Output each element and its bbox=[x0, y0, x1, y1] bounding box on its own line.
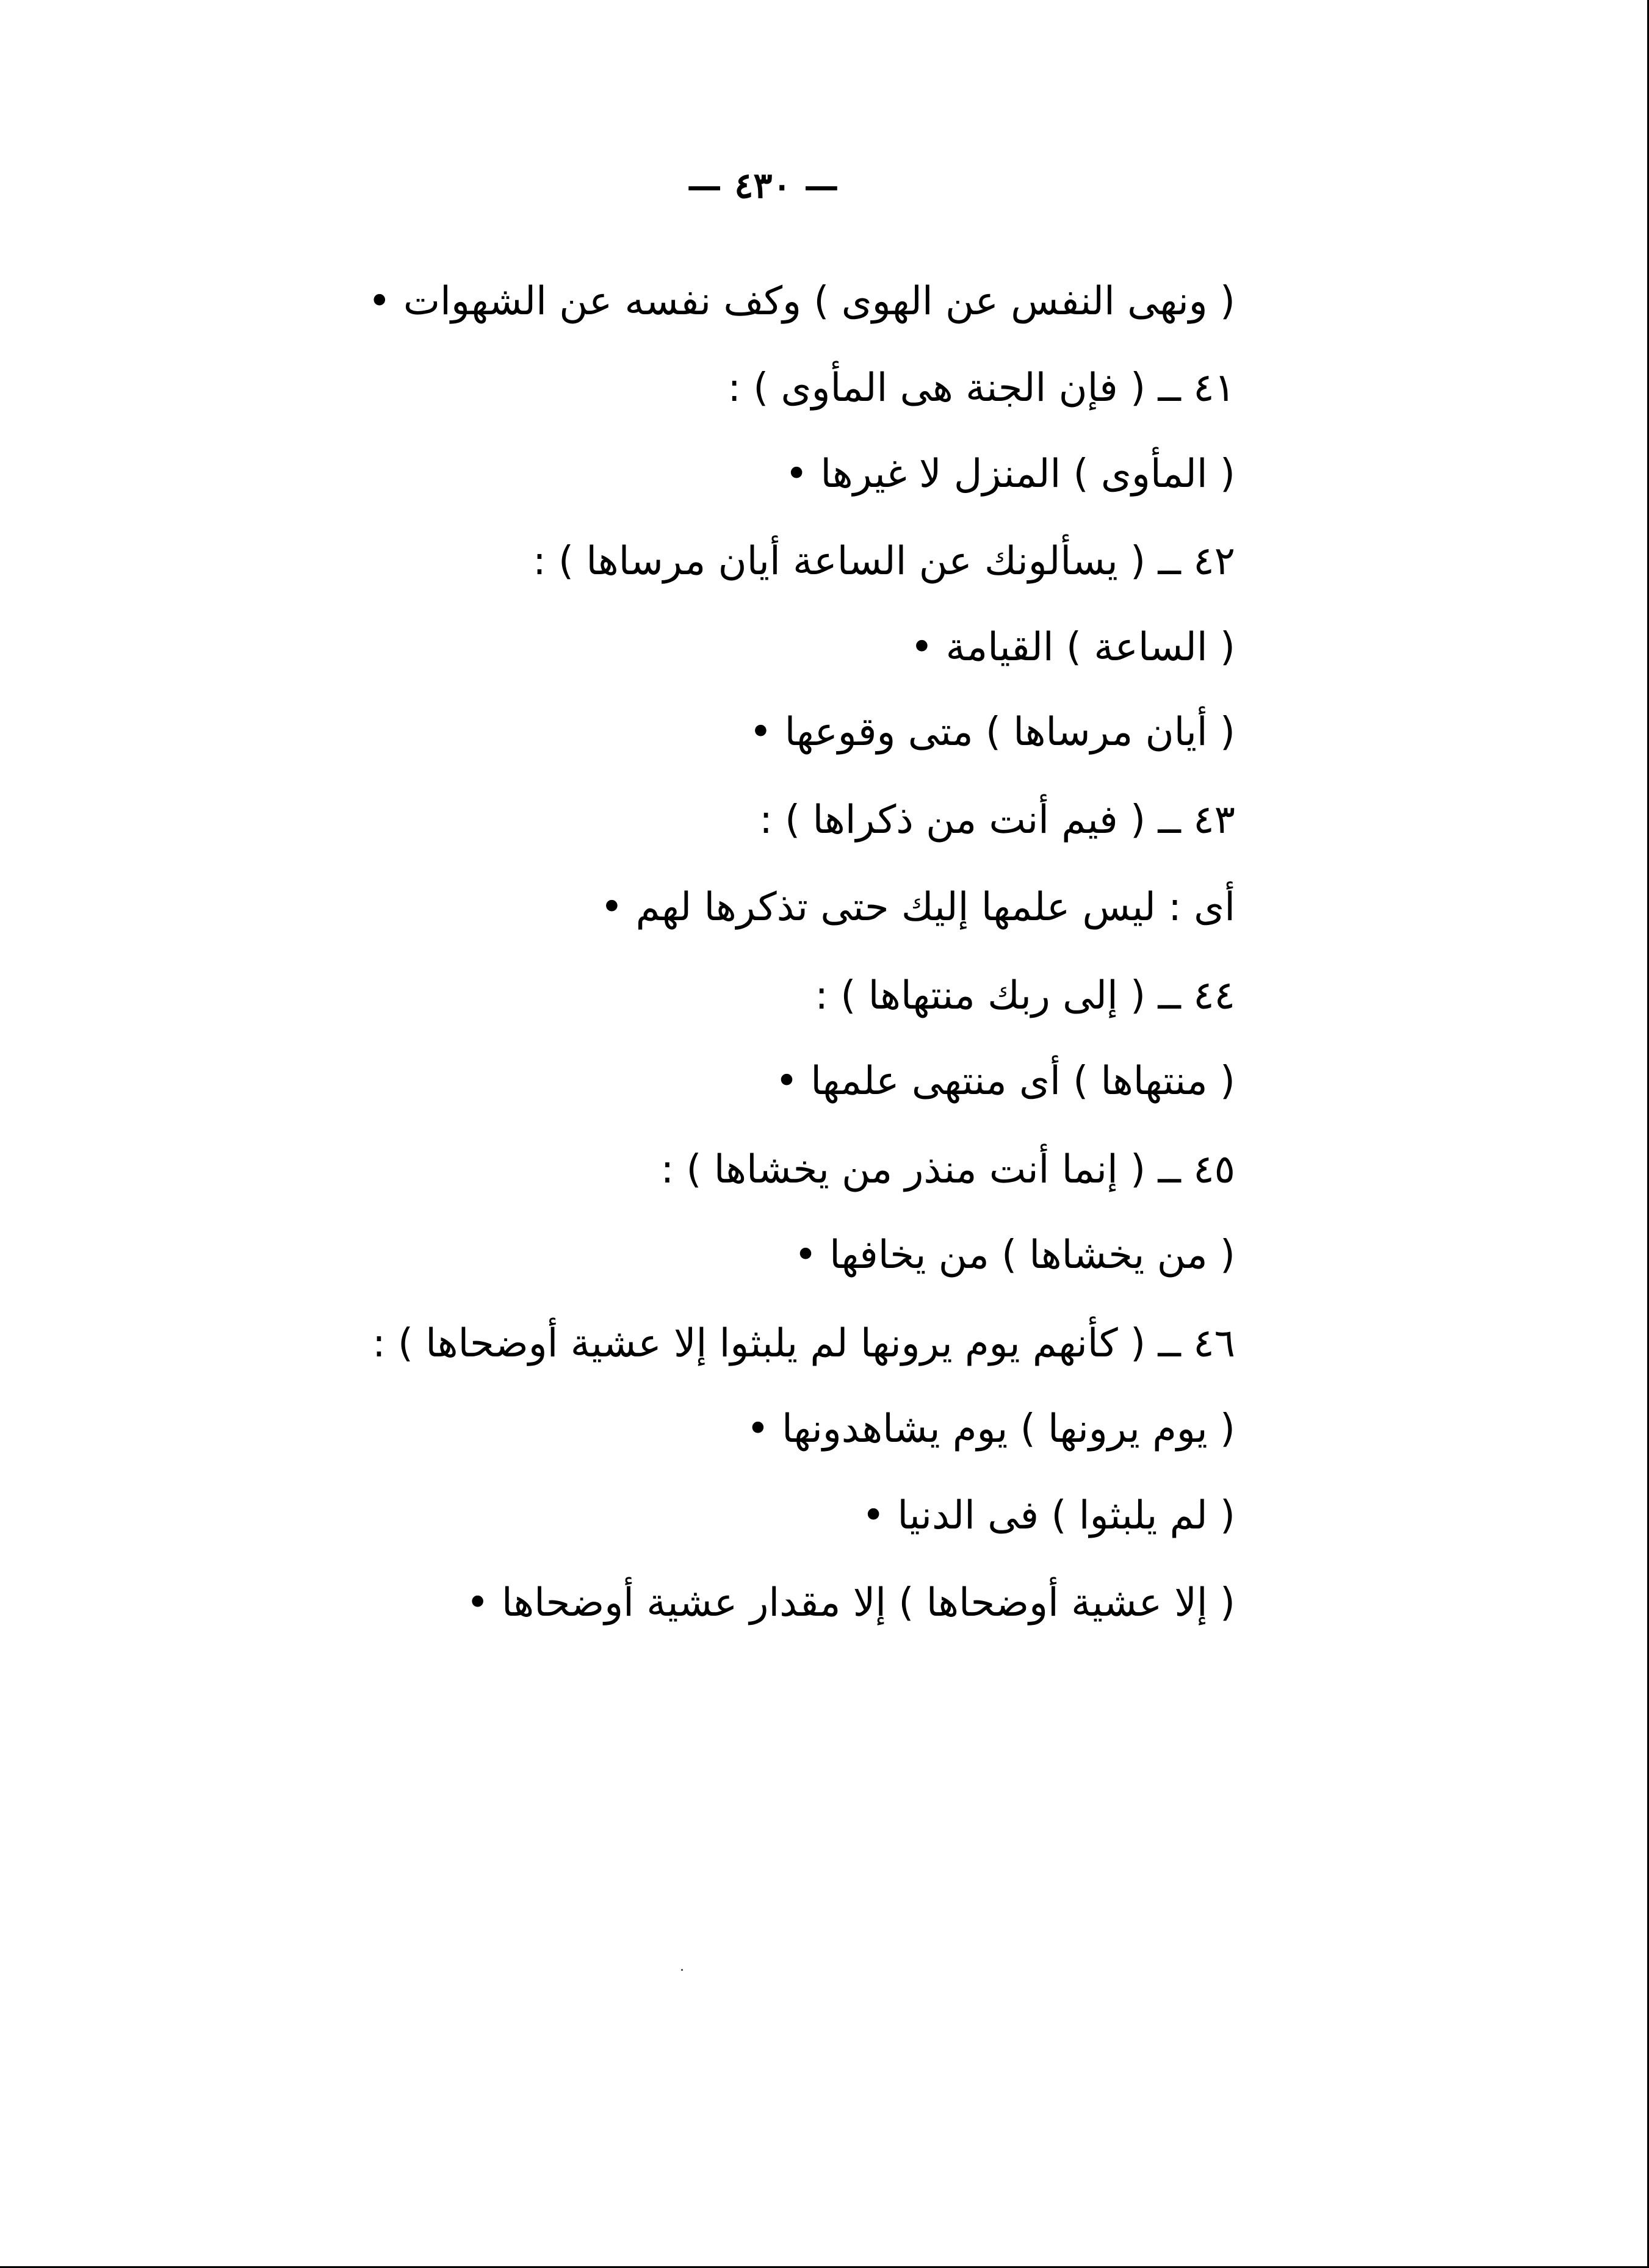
verse-heading: ٤٣ ــ ( فيم أنت من ذكراها ) : bbox=[759, 797, 1235, 843]
text-line: أى : ليس علمها إليك حتى تذكرها لهم • bbox=[600, 885, 1235, 930]
text-line: ( منتهاها ) أى منتهى علمها • bbox=[775, 1059, 1235, 1104]
verse-heading: ٤٤ ــ ( إلى ربك منتهاها ) : bbox=[815, 973, 1235, 1018]
text-line: ( من يخشاها ) من يخافها • bbox=[794, 1233, 1235, 1278]
text-line: ( المأوى ) المنزل لا غيرها • bbox=[785, 452, 1235, 497]
text-line: ( الساعة ) القيامة • bbox=[910, 625, 1235, 670]
verse-heading: ٤١ ــ ( فإن الجنة هى المأوى ) : bbox=[727, 365, 1235, 411]
scan-speck bbox=[681, 1969, 683, 1971]
text-line: ( لم يلبثوا ) فى الدنيا • bbox=[862, 1493, 1235, 1538]
text-line: ( إلا عشية أوضحاها ) إلا مقدار عشية أوضحاها • bbox=[466, 1580, 1235, 1625]
text-line: ( يوم يرونها ) يوم يشاهدونها • bbox=[746, 1406, 1235, 1452]
verse-heading: ٤٦ ــ ( كأنهم يوم يرونها لم يلبثوا إلا عشية أوضحاها ) : bbox=[372, 1321, 1235, 1366]
verse-heading: ٤٥ ــ ( إنما أنت منذر من يخشاها ) : bbox=[660, 1147, 1235, 1192]
verse-heading: ٤٢ ــ ( يسألونك عن الساعة أيان مرساها ) : bbox=[533, 539, 1235, 584]
text-line: ( ونهى النفس عن الهوى ) وكف نفسه عن الشهوات • bbox=[367, 279, 1235, 324]
text-line: ( أيان مرساها ) متى وقوعها • bbox=[749, 710, 1235, 755]
page-number: — ٤٣٠ — bbox=[687, 165, 839, 206]
